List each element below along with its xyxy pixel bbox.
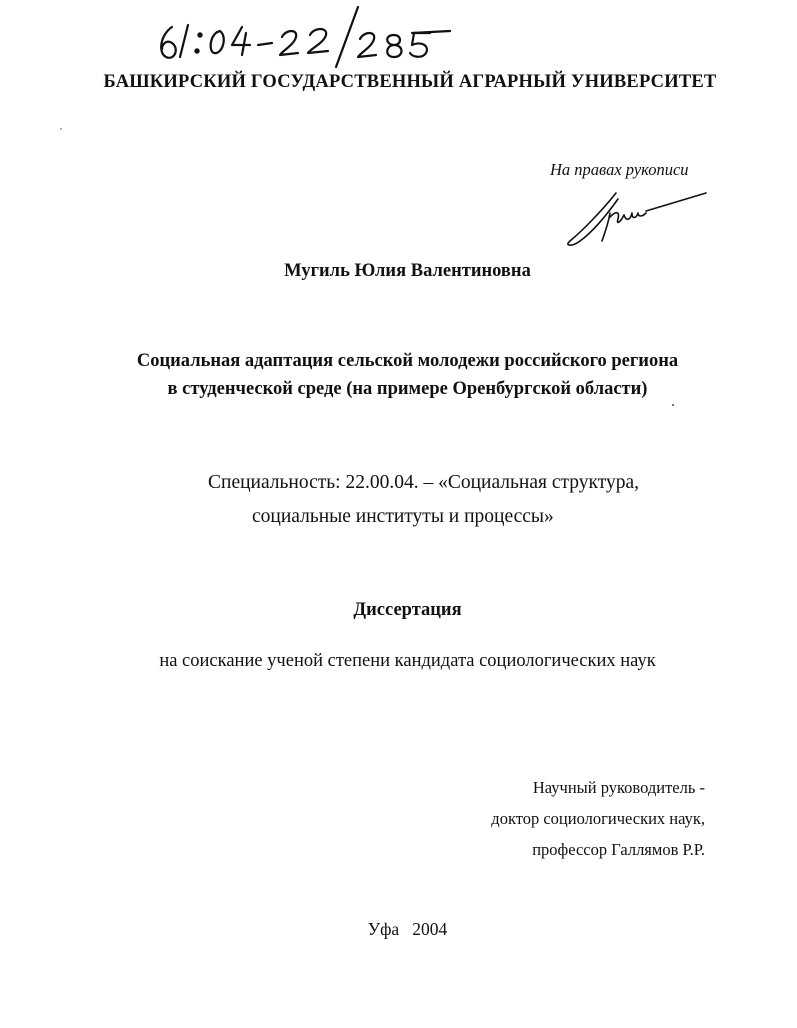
handwritten-archive-code: [150, 5, 480, 75]
scan-speck: [672, 404, 674, 406]
author-name: Мугиль Юлия Валентиновна: [284, 261, 531, 281]
title-line-2: в студенческой среде (на примере Оренбургской области): [167, 379, 648, 399]
supervisor-line-1: Научный руководитель -: [532, 778, 705, 797]
university-name: БАШКИРСКИЙ ГОСУДАРСТВЕННЫЙ АГРАРНЫЙ УНИВЕРСИТЕТ: [103, 72, 717, 92]
city-year: Уфа 2004: [367, 919, 448, 939]
title-line-1: Социальная адаптация сельской молодежи российского региона: [136, 351, 679, 371]
supervisor-line-3: профессор Галлямов Р.Р.: [532, 840, 705, 859]
manuscript-note: На правах рукописи: [550, 160, 689, 179]
specialty-line-1: Специальность: 22.00.04. – «Социальная структура,: [208, 472, 640, 493]
degree-statement: на соискание ученой степени кандидата социологических наук: [159, 651, 656, 671]
document-type: Диссертация: [353, 600, 462, 620]
margin-speck: [60, 128, 62, 130]
signature: [560, 183, 710, 253]
dissertation-title: [0, 347, 797, 403]
specialty-line-2: социальные институты и процессы»: [252, 506, 554, 527]
supervisor-line-2: доктор социологических наук,: [491, 809, 705, 828]
supervisor-block: [491, 772, 705, 865]
